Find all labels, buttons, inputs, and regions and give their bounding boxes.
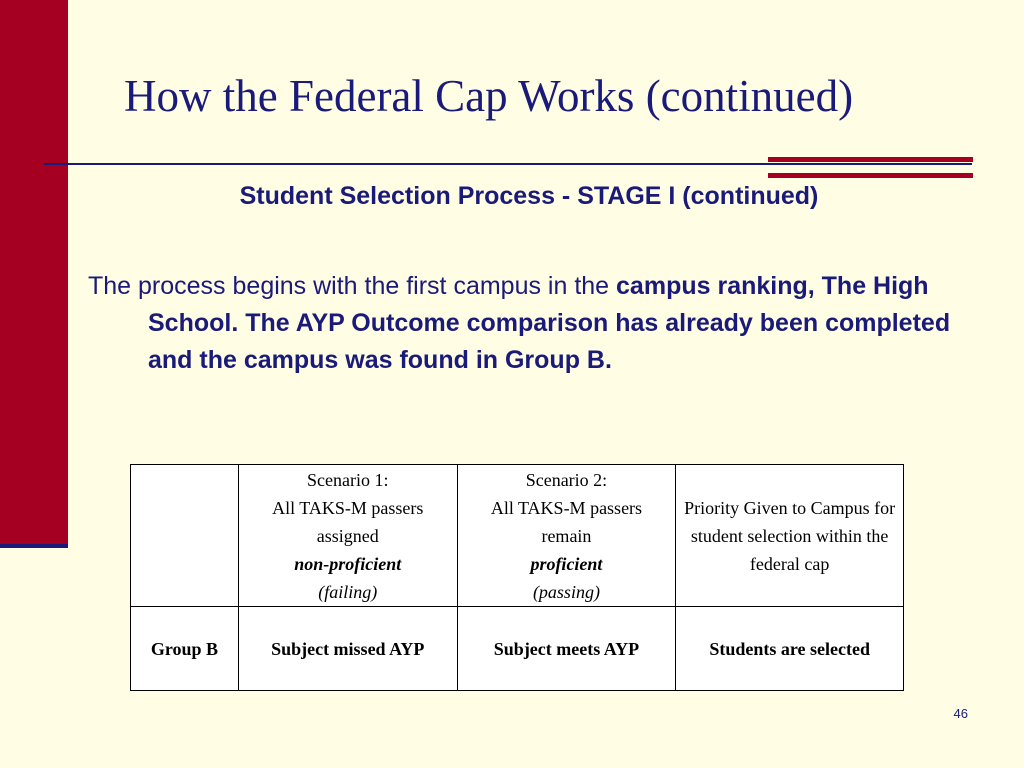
table-row	[131, 607, 904, 691]
scenario-1-note: (failing)	[318, 581, 378, 602]
scenario-1-emphasis: non-proficient	[294, 553, 402, 574]
row-cell-scenario-1: Subject missed AYP	[238, 607, 457, 691]
scenario-1-line2: All TAKS-M passers	[272, 497, 424, 518]
header-cell-priority: Priority Given to Campus for student selection within the federal cap	[676, 465, 904, 607]
scenario-table	[130, 464, 904, 691]
scenario-2-emphasis: proficient	[530, 553, 603, 574]
slide-subtitle: Student Selection Process - STAGE I (continued)	[239, 182, 819, 210]
row-cell-group: Group B	[131, 607, 239, 691]
left-accent-bar	[0, 0, 68, 544]
header-cell-blank	[131, 465, 239, 607]
scenario-2-note: (passing)	[532, 581, 600, 602]
title-divider-red-top	[768, 157, 973, 162]
slide-title: How the Federal Cap Works (continued)	[124, 71, 854, 121]
body-lead-text: The process begins with the first campus in the	[88, 272, 617, 300]
title-divider-red-bottom	[768, 173, 973, 178]
scenario-2-line2: All TAKS-M passers	[490, 497, 643, 518]
scenario-1-line3: assigned	[316, 525, 379, 546]
row-cell-scenario-2: Subject meets AYP	[457, 607, 676, 691]
title-divider-line	[44, 163, 972, 165]
table-header-row	[131, 465, 904, 607]
scenario-1-label: Scenario 1:	[307, 469, 389, 490]
row-cell-priority: Students are selected	[676, 607, 904, 691]
body-paragraph	[88, 268, 968, 379]
scenario-2-line3: remain	[541, 525, 592, 546]
body-bold-text: campus ranking, The High School. The AYP Outcome comparison has already been completed and the campus was found in Group B.	[148, 272, 951, 374]
header-cell-scenario-1	[238, 465, 457, 607]
scenario-2-label: Scenario 2:	[525, 469, 608, 490]
header-cell-scenario-2	[457, 465, 676, 607]
page-number: 46	[953, 706, 968, 721]
left-accent-bar-underline	[0, 544, 68, 548]
